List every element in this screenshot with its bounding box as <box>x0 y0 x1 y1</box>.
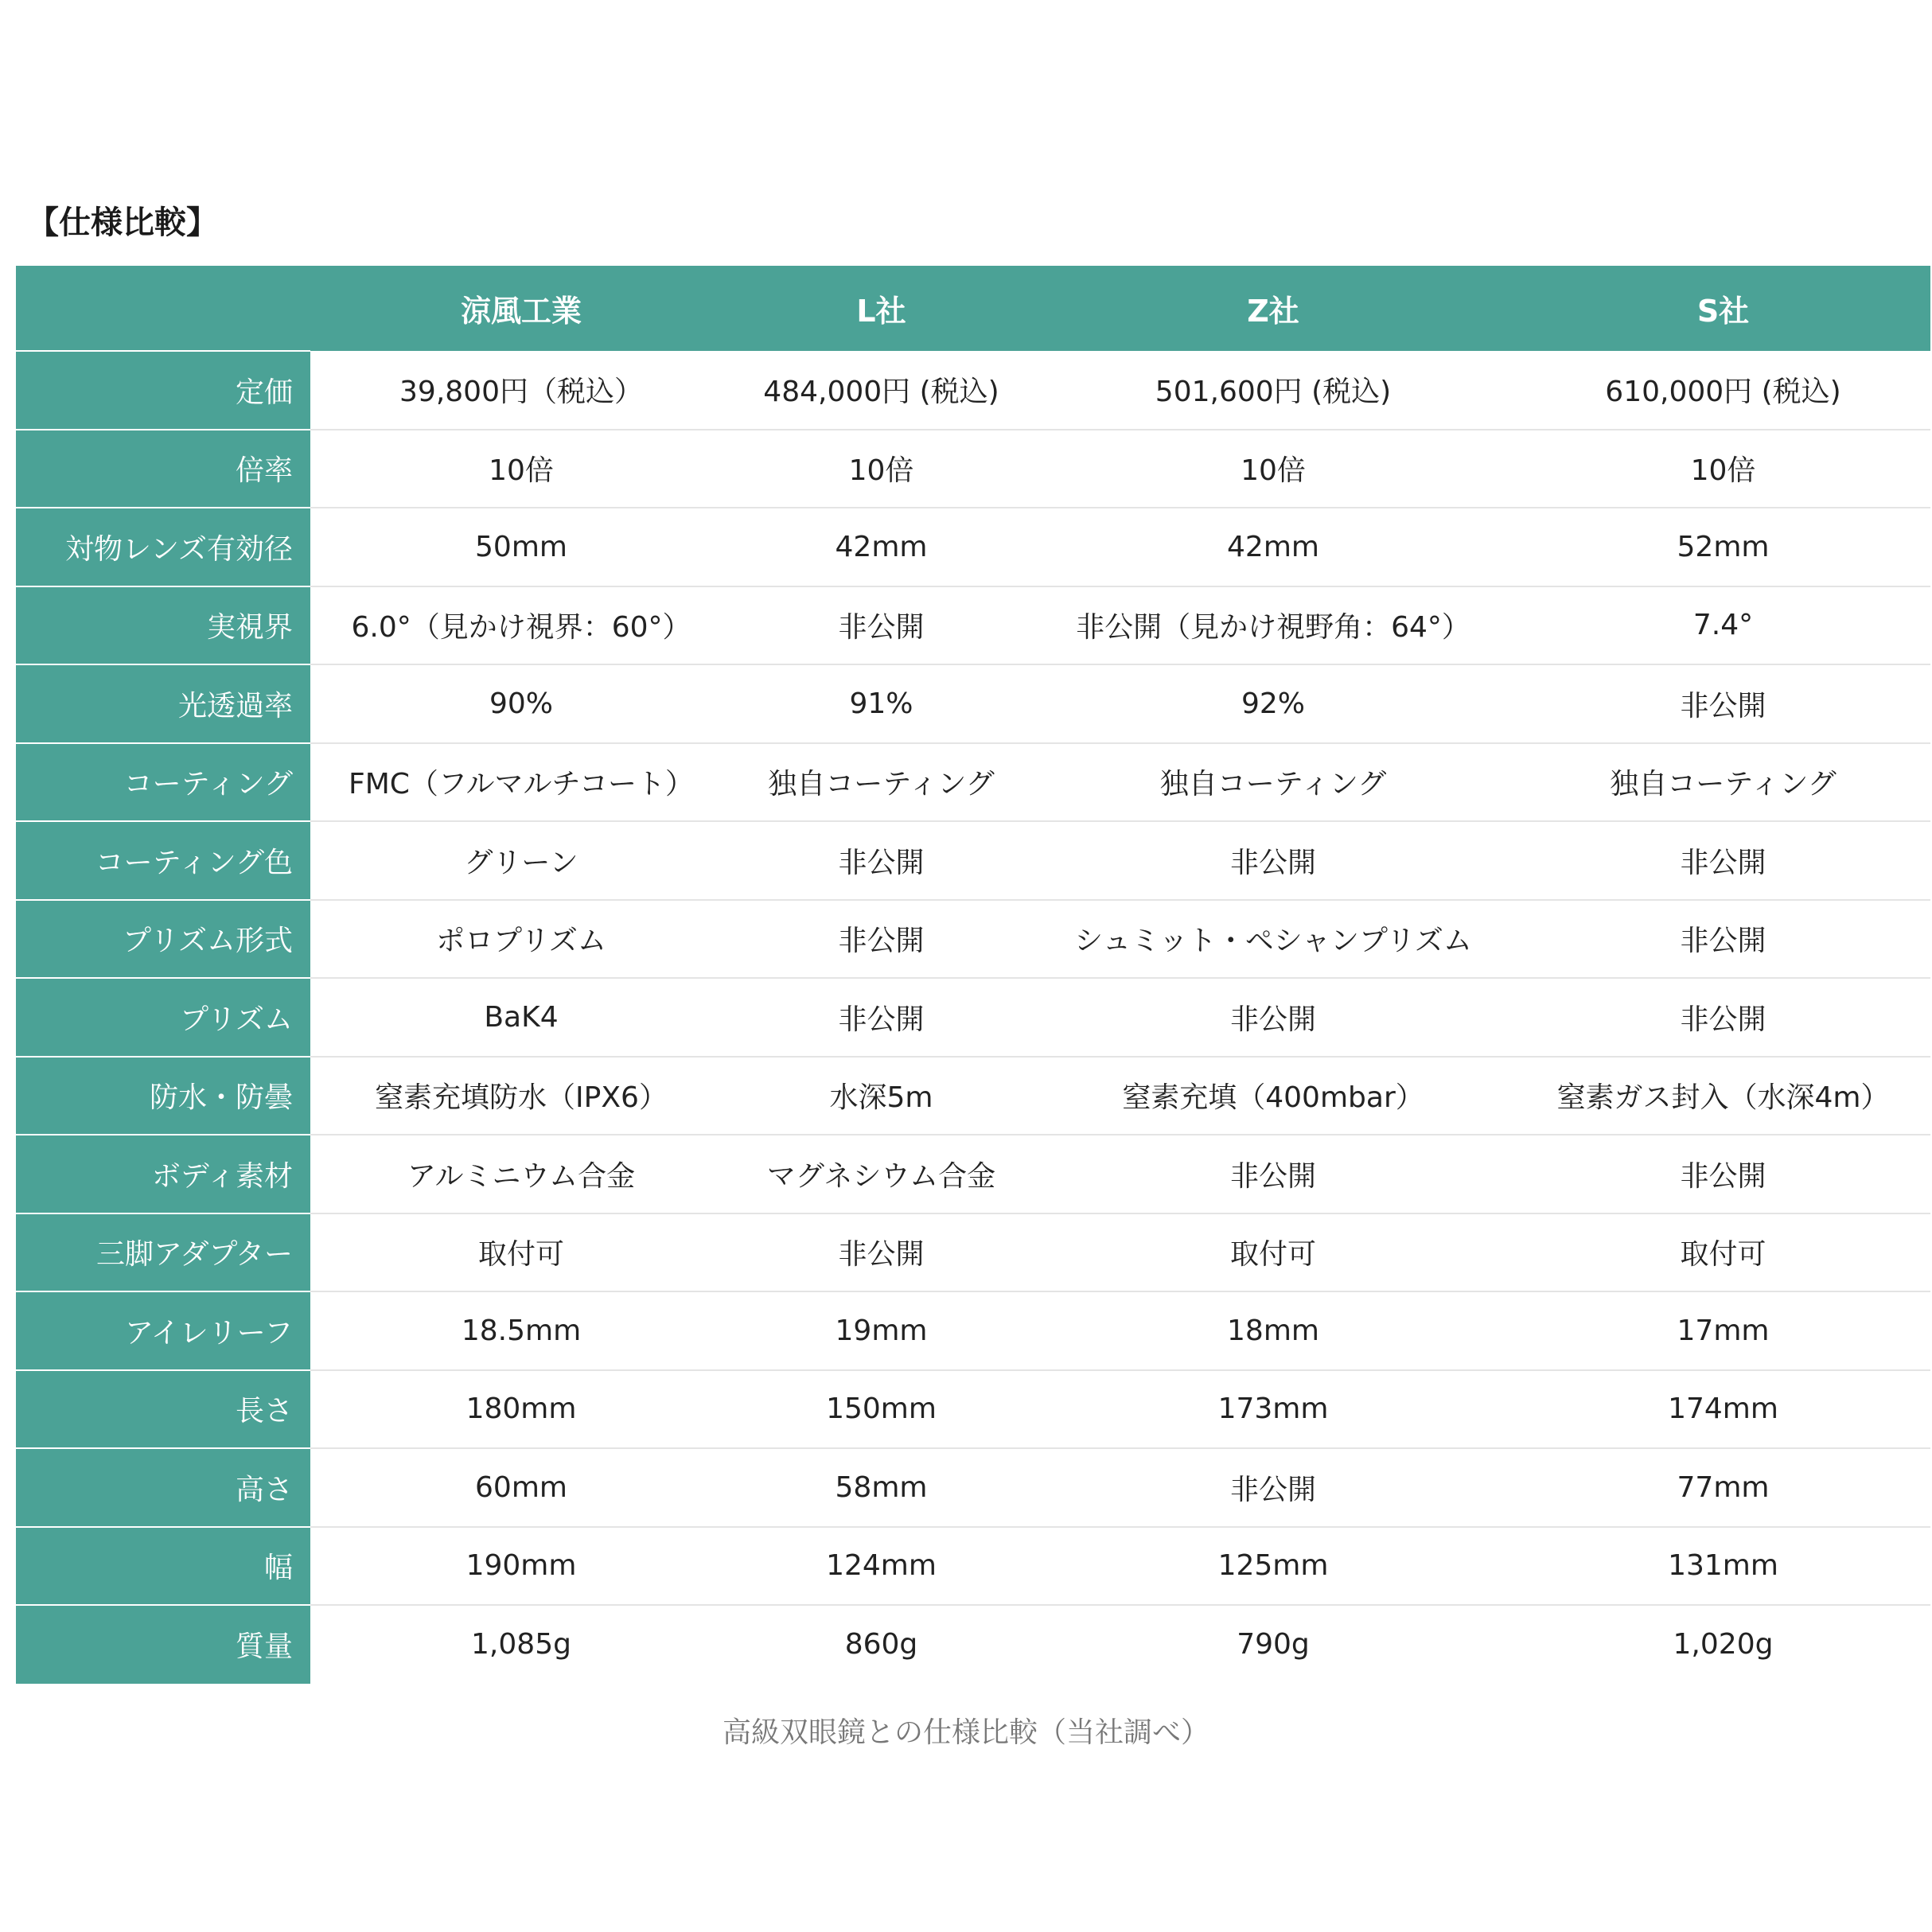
table-row <box>16 586 1930 665</box>
table-row <box>16 430 1930 508</box>
table-row <box>16 351 1930 430</box>
table-cell: 501,600円 (税込) <box>1030 351 1516 430</box>
table-cell: 非公開 <box>1516 1135 1930 1213</box>
table-body <box>16 351 1930 1684</box>
table-cell: 10倍 <box>1516 430 1930 508</box>
table-cell: 180mm <box>310 1370 732 1449</box>
table-cell: 790g <box>1237 1628 1310 1661</box>
table-cell: 非公開 <box>732 1213 1030 1292</box>
table-row <box>16 508 1930 586</box>
table-row <box>16 1527 1930 1606</box>
table-cell: マグネシウム合金 <box>732 1135 1030 1213</box>
section-title: 【仕様比較】 <box>27 204 218 241</box>
table-cell: 窒素充填防水（IPX6） <box>310 1057 732 1135</box>
table-cell: FMC（フルマルチコート） <box>310 743 732 822</box>
table-cell: 窒素充填（400mbar） <box>1030 1057 1516 1135</box>
table-row <box>16 821 1930 900</box>
row-label: 定価 <box>16 351 310 430</box>
table-cell: 非公開 <box>1030 1448 1516 1527</box>
table-cell: 131mm <box>1516 1527 1930 1606</box>
row-label: 倍率 <box>16 430 310 508</box>
table-cell: BaK4 <box>310 978 732 1057</box>
header-corner-cell <box>16 266 310 351</box>
table-cell: 非公開 <box>1516 978 1930 1057</box>
table-cell: 非公開 <box>732 821 1030 900</box>
row-label: 三脚アダプター <box>16 1213 310 1292</box>
column-header: L社 <box>732 266 1030 351</box>
table-row <box>16 1370 1930 1449</box>
table-cell: 17mm <box>1516 1291 1930 1370</box>
column-header: 涼風工業 <box>310 266 732 351</box>
table-cell: 10倍 <box>1030 430 1516 508</box>
table-cell: 水深5m <box>732 1057 1030 1135</box>
table-cell: アルミニウム合金 <box>310 1135 732 1213</box>
table-cell: 10倍 <box>732 430 1030 508</box>
table-cell: ポロプリズム <box>310 900 732 979</box>
row-label: プリズム形式 <box>16 900 310 979</box>
table-row <box>16 1448 1930 1527</box>
row-label: ボディ素材 <box>16 1135 310 1213</box>
table-row <box>16 1605 1930 1684</box>
table-cell: 取付可 <box>310 1213 732 1292</box>
table-cell: 77mm <box>1516 1448 1930 1527</box>
table-cell: 6.0°（見かけ視界：60°） <box>310 586 732 665</box>
table-cell: 42mm <box>1030 508 1516 586</box>
table-row <box>16 978 1930 1057</box>
table-cell: 非公開 <box>732 978 1030 1057</box>
table-caption: 高級双眼鏡との仕様比較（当社調べ） <box>722 1716 1209 1749</box>
table-cell: 52mm <box>1516 508 1930 586</box>
table-cell: 取付可 <box>1030 1213 1516 1292</box>
row-label: コーティング色 <box>16 821 310 900</box>
column-header: S社 <box>1516 266 1930 351</box>
table-cell: 60mm <box>310 1448 732 1527</box>
table-cell: 58mm <box>732 1448 1030 1527</box>
row-label: 質量 <box>16 1605 310 1684</box>
column-header: Z社 <box>1030 266 1516 351</box>
table-cell: 610,000円 (税込) <box>1516 351 1930 430</box>
table-row <box>16 1291 1930 1370</box>
row-label: アイレリーフ <box>16 1291 310 1370</box>
table-header-row <box>16 266 1930 351</box>
table-cell: 非公開 <box>1030 821 1516 900</box>
table-row <box>16 1057 1930 1135</box>
table-cell: 42mm <box>732 508 1030 586</box>
table-cell: 1,085g <box>471 1628 571 1661</box>
table-cell: 173mm <box>1030 1370 1516 1449</box>
table-cell: 125mm <box>1030 1527 1516 1606</box>
table-cell: シュミット・ペシャンプリズム <box>1030 900 1516 979</box>
row-label: 防水・防曇 <box>16 1057 310 1135</box>
table-row <box>16 664 1930 743</box>
table-cell: 独自コーティング <box>732 743 1030 822</box>
table-row <box>16 1135 1930 1213</box>
table-cell: 18.5mm <box>310 1291 732 1370</box>
table-cell: 非公開 <box>732 900 1030 979</box>
table-cell: 484,000円 (税込) <box>732 351 1030 430</box>
table-row <box>16 900 1930 979</box>
table-cell: 非公開 <box>1030 978 1516 1057</box>
table-cell: 19mm <box>732 1291 1030 1370</box>
row-label: 長さ <box>16 1370 310 1449</box>
row-label: 幅 <box>16 1527 310 1606</box>
table-cell: 独自コーティング <box>1030 743 1516 822</box>
table-cell: 39,800円（税込） <box>310 351 732 430</box>
table-cell: 50mm <box>310 508 732 586</box>
table-cell: 91% <box>732 664 1030 743</box>
table-cell: 非公開 <box>1030 1135 1516 1213</box>
row-label: 高さ <box>16 1448 310 1527</box>
spec-comparison-table <box>16 266 1930 1684</box>
table-cell: 90% <box>310 664 732 743</box>
table-cell: 窒素ガス封入（水深4m） <box>1516 1057 1930 1135</box>
table-cell: 非公開 <box>732 586 1030 665</box>
row-label: 実視界 <box>16 586 310 665</box>
table-cell: 92% <box>1030 664 1516 743</box>
row-label: コーティング <box>16 743 310 822</box>
table-cell: 1,020g <box>1673 1628 1774 1661</box>
table-cell: グリーン <box>310 821 732 900</box>
table-row <box>16 1213 1930 1292</box>
row-label: プリズム <box>16 978 310 1057</box>
table-row <box>16 743 1930 822</box>
table-cell: 18mm <box>1030 1291 1516 1370</box>
table-cell: 7.4° <box>1516 586 1930 665</box>
table-cell: 860g <box>844 1628 918 1661</box>
table-cell: 非公開 <box>1516 664 1930 743</box>
table-cell: 190mm <box>310 1527 732 1606</box>
row-label: 対物レンズ有効径 <box>16 508 310 586</box>
table-cell: 非公開 <box>1516 821 1930 900</box>
table-cell: 取付可 <box>1516 1213 1930 1292</box>
table-cell: 10倍 <box>310 430 732 508</box>
table-cell: 独自コーティング <box>1516 743 1930 822</box>
table-cell: 非公開（見かけ視野角：64°） <box>1030 586 1516 665</box>
table-cell: 150mm <box>732 1370 1030 1449</box>
table-cell: 非公開 <box>1516 900 1930 979</box>
table-cell: 174mm <box>1516 1370 1930 1449</box>
row-label: 光透過率 <box>16 664 310 743</box>
table-cell: 124mm <box>732 1527 1030 1606</box>
